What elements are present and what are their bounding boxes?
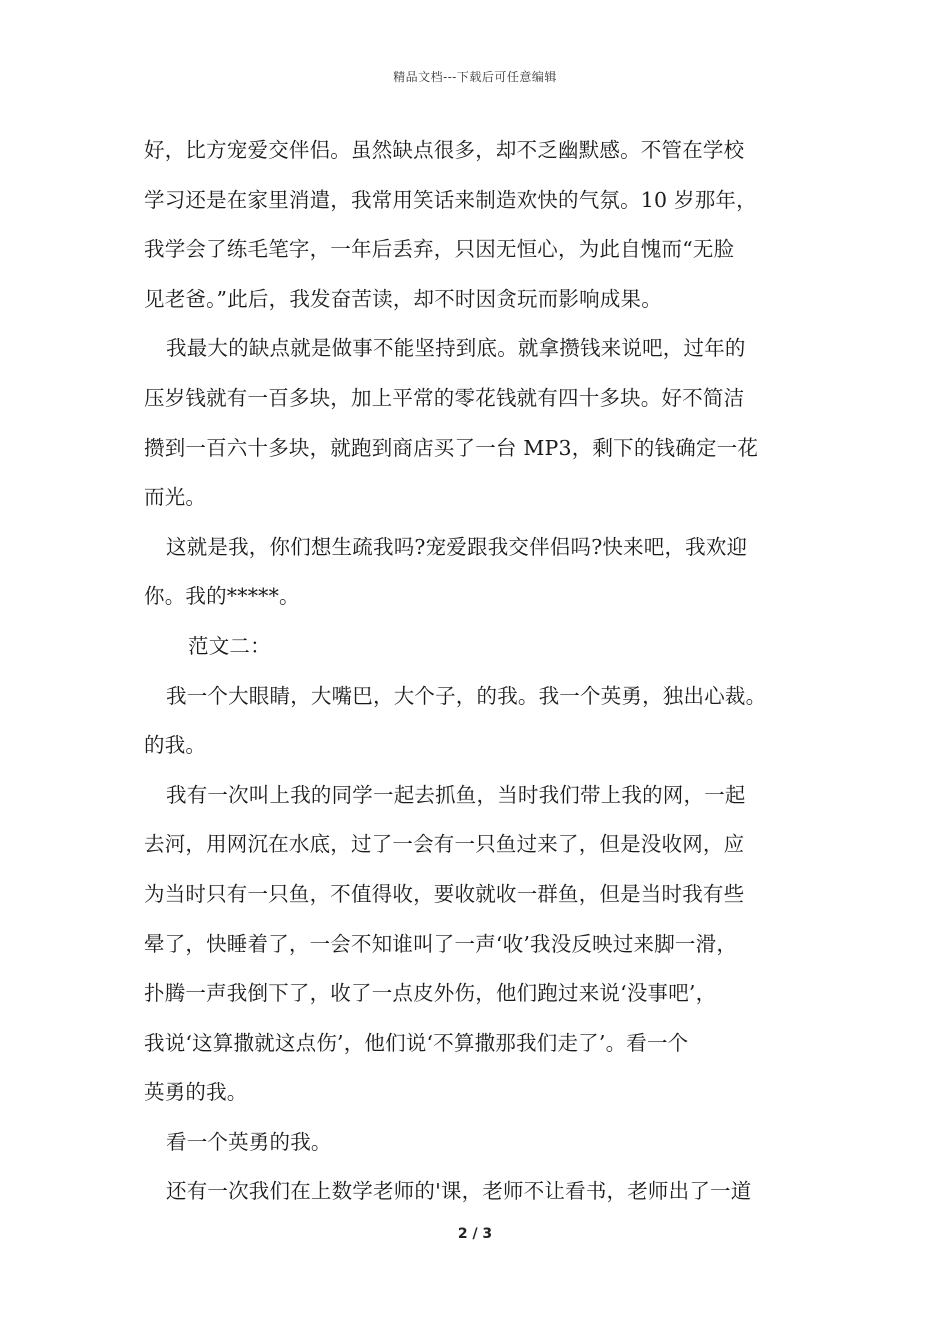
document-body [144, 126, 820, 1217]
section-heading: 范文二： [188, 633, 271, 658]
text-line: 扑腾一声我倒下了，收了一点皮外伤，他们跑过来说‘没事吧’， [144, 981, 717, 1006]
paragraph-start: 还有一次我们在上数学老师的'课，老师不让看书，老师出了一道 [166, 1179, 752, 1204]
text-line: 晕了，快睡着了，一会不知谁叫了一声‘收’我没反映过来脚一滑， [144, 931, 738, 956]
paragraph-start: 我一个大眼睛，大嘴巴，大个子，的我。我一个英勇，独出心裁。 [166, 683, 767, 708]
page-header: 精品文档---下载后可任意编辑 [393, 70, 557, 84]
text-line: 英勇的我。 [144, 1080, 248, 1105]
paragraph-start: 我有一次叫上我的同学一起去抓鱼，当时我们带上我的网，一起 [166, 782, 746, 807]
text-line: 的我。 [144, 733, 207, 758]
paragraph-start: 我最大的缺点就是做事不能坚持到底。就拿攒钱来说吧，过年的 [166, 336, 746, 361]
text-line: 为当时只有一只鱼，不值得收，要收就收一群鱼，但是当时我有些 [144, 881, 745, 906]
text-line: 好，比方宠爱交伴侣。虽然缺点很多，却不乏幽默感。不管在学校 [144, 138, 745, 162]
text-line: 去河，用网沉在水底，过了一会有一只鱼过来了，但是没收网，应 [144, 832, 745, 857]
paragraph-start: 这就是我，你们想生疏我吗?宠爱跟我交伴侣吗?快来吧，我欢迎 [166, 534, 748, 559]
text-line: 学习还是在家里消遣，我常用笑话来制造欢快的气氛。10 岁那年， [144, 187, 757, 212]
text-line: 压岁钱就有一百多块，加上平常的零花钱就有四十多块。好不简洁 [144, 385, 745, 410]
text-line: 而光。 [144, 485, 207, 510]
text-line: 见老爸。”此后，我发奋苦读，却不时因贪玩而影响成果。 [144, 286, 662, 311]
page-number: 2 / 3 [457, 1226, 493, 1242]
text-line: 我说‘这算撒就这点伤’，他们说‘不算撒那我们走了’。看一个 [144, 1030, 689, 1055]
text-line: 我学会了练毛笔字，一年后丢弃，只因无恒心，为此自愧而“无脸 [144, 237, 735, 262]
text-line: 你。我的*****。 [144, 584, 300, 609]
text-line: 攒到一百六十多块，就跑到商店买了一台 MP3，剩下的钱确定一花 [144, 435, 759, 460]
paragraph-start: 看一个英勇的我。 [166, 1129, 332, 1154]
